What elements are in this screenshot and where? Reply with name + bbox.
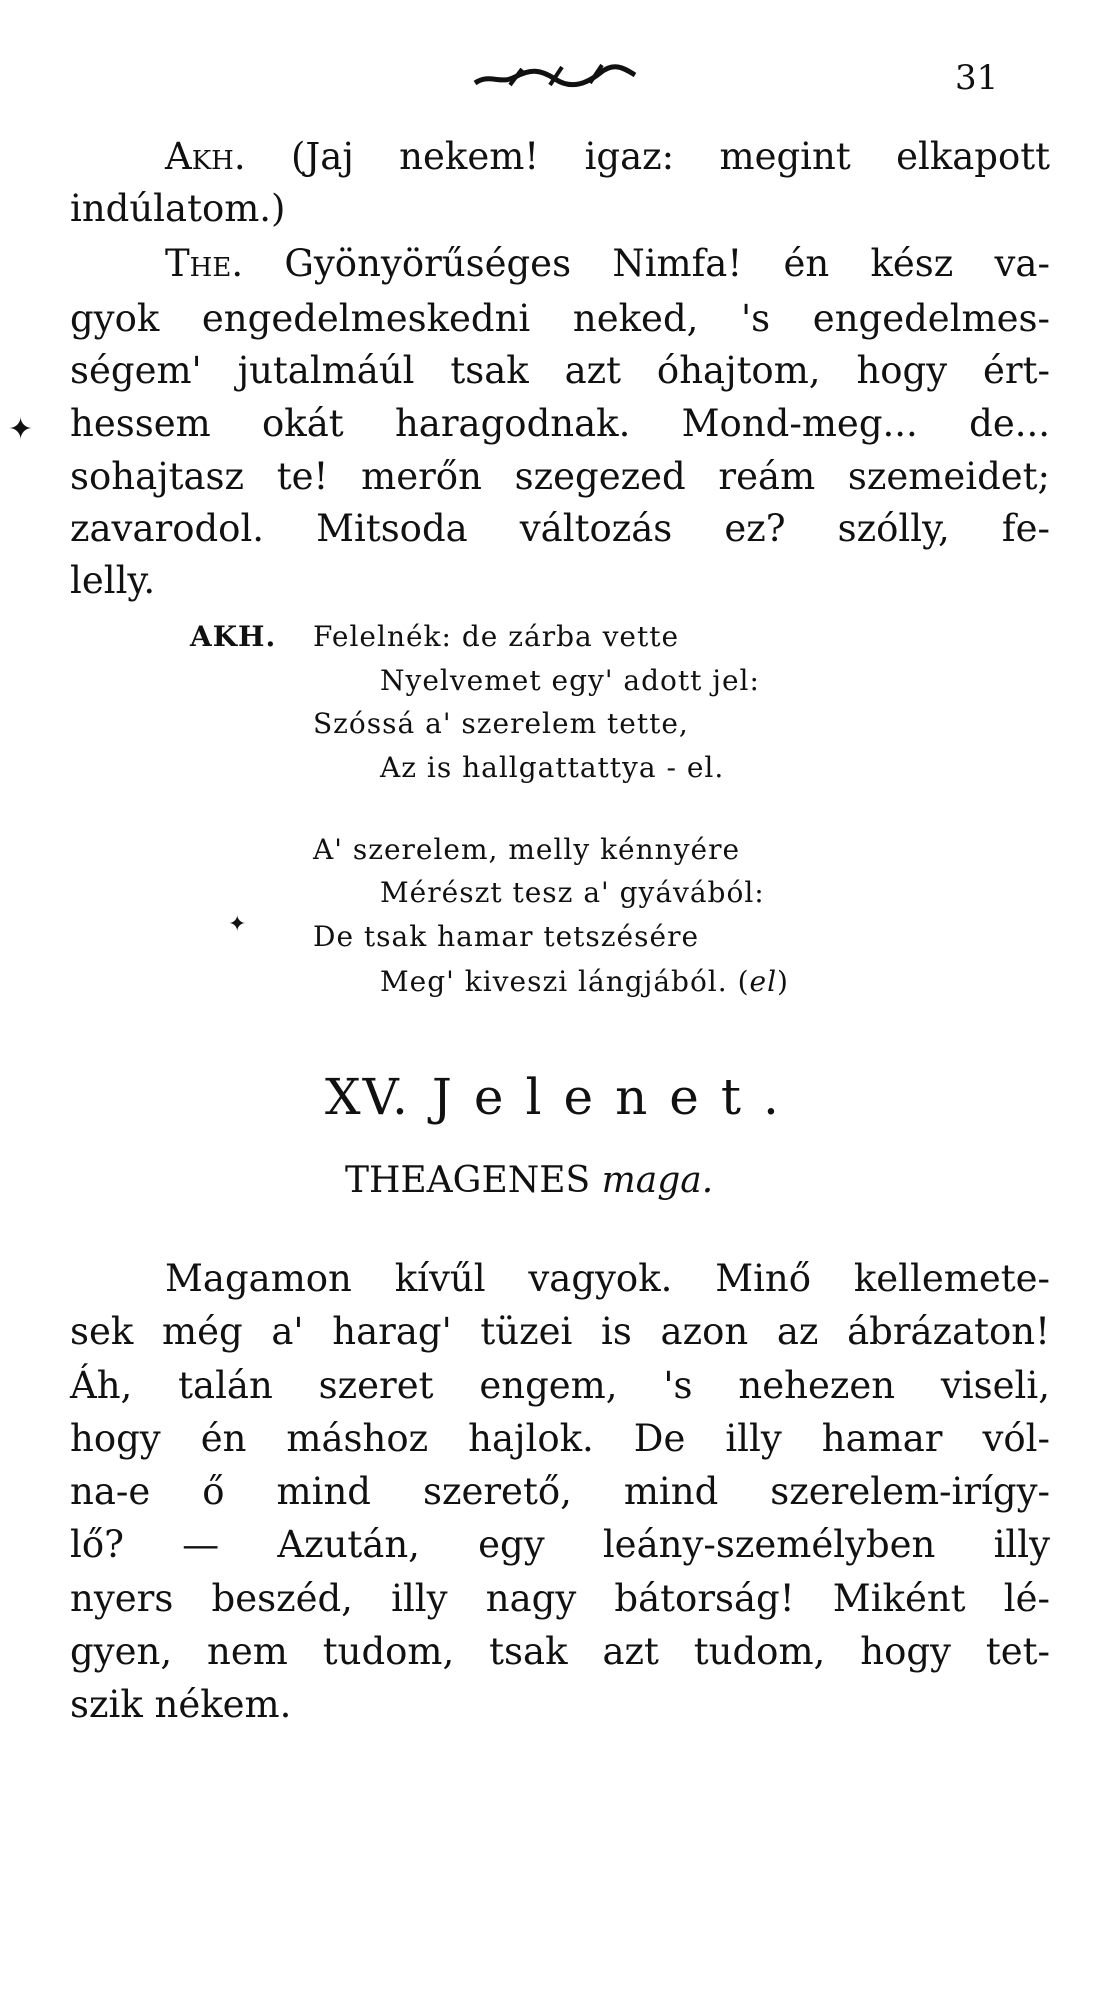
character-heading — [345, 1160, 713, 1201]
monologue-line: Magamon kívűl vagyok. Minő kellemete- — [165, 1257, 1050, 1300]
monologue-line: na-e ő mind szerető, mind szerelem-irígy- — [70, 1470, 1050, 1513]
verse-line: Az is hallgattattya - el. — [380, 751, 725, 784]
scene-number: XV. — [325, 1068, 410, 1126]
dialogue-line: zavarodol. Mitsoda változás ez? szólly, fe- — [70, 507, 1050, 550]
verse-line: Mérészt tesz a' gyávából: — [380, 876, 765, 909]
monologue-line: lő? — Azután, egy leány-személyben illy — [70, 1523, 1050, 1566]
dialogue-line: ségem' jutalmáúl tsak azt óhajtom, hogy ért- — [70, 349, 1050, 392]
verse-line: De tsak hamar tetszésére — [313, 920, 700, 953]
speaker-name: The. — [165, 242, 244, 285]
page-number: 31 — [955, 58, 999, 98]
ornament-flourish — [470, 55, 640, 95]
dialogue-line: sohajtasz te! merőn szegezed reám szemeidet; — [70, 455, 1050, 498]
speaker-name: Akh. — [165, 135, 246, 178]
scene-word: Jelenet. — [431, 1068, 801, 1126]
verse-line: Meg' kiveszi lángjából. (el) — [380, 965, 789, 998]
verse-line: Szóssá a' szerelem tette, — [313, 707, 689, 740]
dialogue-line: gyok engedelmeskedni neked, 's engedelmes- — [70, 297, 1050, 340]
character-name: THEAGENES — [345, 1160, 591, 1201]
monologue-line: nyers beszéd, illy nagy bátorság! Miként lé- — [70, 1577, 1050, 1620]
monologue-line: Áh, talán szeret engem, 's nehezen viseli, — [70, 1364, 1050, 1407]
dialogue-line: lelly. — [70, 559, 156, 602]
dialogue-line: The. Gyönyörűséges Nimfa! én kész va- — [165, 242, 1050, 285]
dialogue-line: Akh. (Jaj nekem! igaz: megint elkapott — [165, 135, 1050, 178]
song-speaker: AKH. — [190, 620, 277, 653]
verse-line: Felelnék: de zárba vette — [313, 620, 680, 653]
monologue-line: gyen, nem tudom, tsak azt tudom, hogy tet- — [70, 1630, 1050, 1673]
dialogue-line: hessem okát haragodnak. Mond-meg... de... — [70, 402, 1050, 445]
monologue-line: szik nékem. — [70, 1683, 292, 1726]
character-note: maga. — [601, 1160, 714, 1201]
margin-mark: ✦ — [228, 912, 247, 937]
stage-direction: el — [749, 965, 778, 998]
monologue-line: hogy én máshoz hajlok. De illy hamar vól- — [70, 1417, 1050, 1460]
margin-mark: ✦ — [8, 412, 34, 447]
verse-line: A' szerelem, melly kénnyére — [313, 833, 741, 866]
verse-line: Nyelvemet egy' adott jel: — [380, 664, 760, 697]
scene-heading — [325, 1068, 801, 1126]
dialogue-line: indúlatom.) — [70, 187, 286, 230]
monologue-line: sek még a' harag' tüzei is azon az ábrázaton! — [70, 1310, 1050, 1353]
